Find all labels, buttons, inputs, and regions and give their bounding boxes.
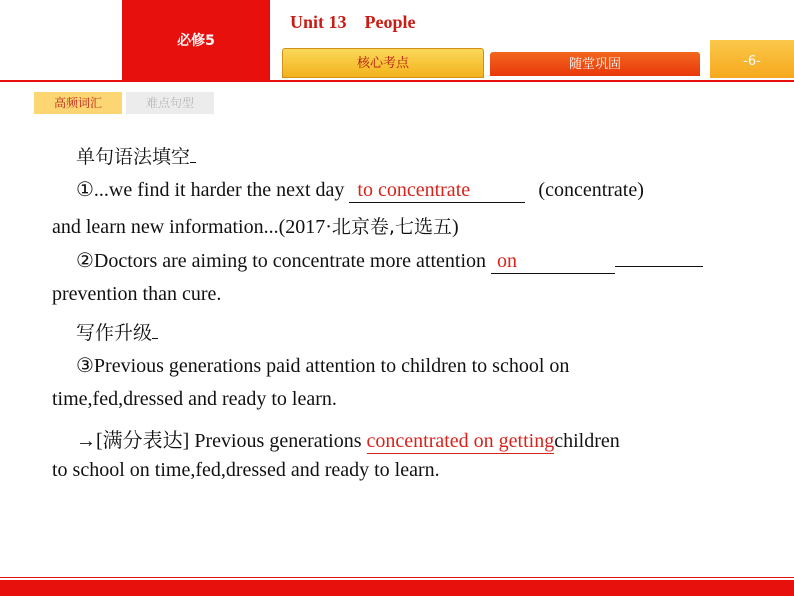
answer-2: on	[491, 250, 615, 274]
answer-1: to concentrate	[349, 179, 525, 203]
header-divider	[0, 80, 794, 82]
question-3-line-2: time,fed,dressed and ready to learn.	[52, 388, 337, 410]
question-1-line-2: and learn new information...(2017·北京卷,七选五)	[52, 216, 459, 238]
unit-number: Unit 13	[290, 12, 347, 32]
question-3b-line-2: to school on time,fed,dressed and ready to learn.	[52, 459, 440, 481]
question-2-line-1: ②Doctors are aiming to concentrate more attention on	[76, 248, 703, 274]
question-2-line-2: prevention than cure.	[52, 283, 222, 305]
subtab-vocabulary[interactable]: 高频词汇	[34, 92, 122, 114]
section-title-fill-blank: 单句语法填空	[76, 142, 196, 169]
section-title-writing: 写作升级	[76, 318, 158, 345]
question-3b-line-1: →[满分表达] Previous generations concentrated on gettingchildren	[76, 430, 620, 452]
footer-thin-line	[0, 577, 794, 578]
page-number: -6-	[743, 54, 761, 69]
unit-topic: People	[364, 12, 416, 32]
subtab-sentence-patterns[interactable]: 难点句型	[126, 92, 214, 114]
answer-3: concentrated on getting	[366, 430, 555, 452]
question-3-line-1: ③Previous generations paid attention to children to school on	[76, 355, 570, 377]
question-1-line-1: ①...we find it harder the next day to concentrate (concentrate)	[76, 179, 644, 201]
footer-red-bar	[0, 580, 794, 596]
book-label: 必修5	[177, 33, 215, 49]
tab-core-points[interactable]: 核心考点	[282, 48, 484, 78]
unit-title	[290, 12, 416, 33]
tab-consolidation[interactable]: 随堂巩固	[490, 52, 700, 76]
